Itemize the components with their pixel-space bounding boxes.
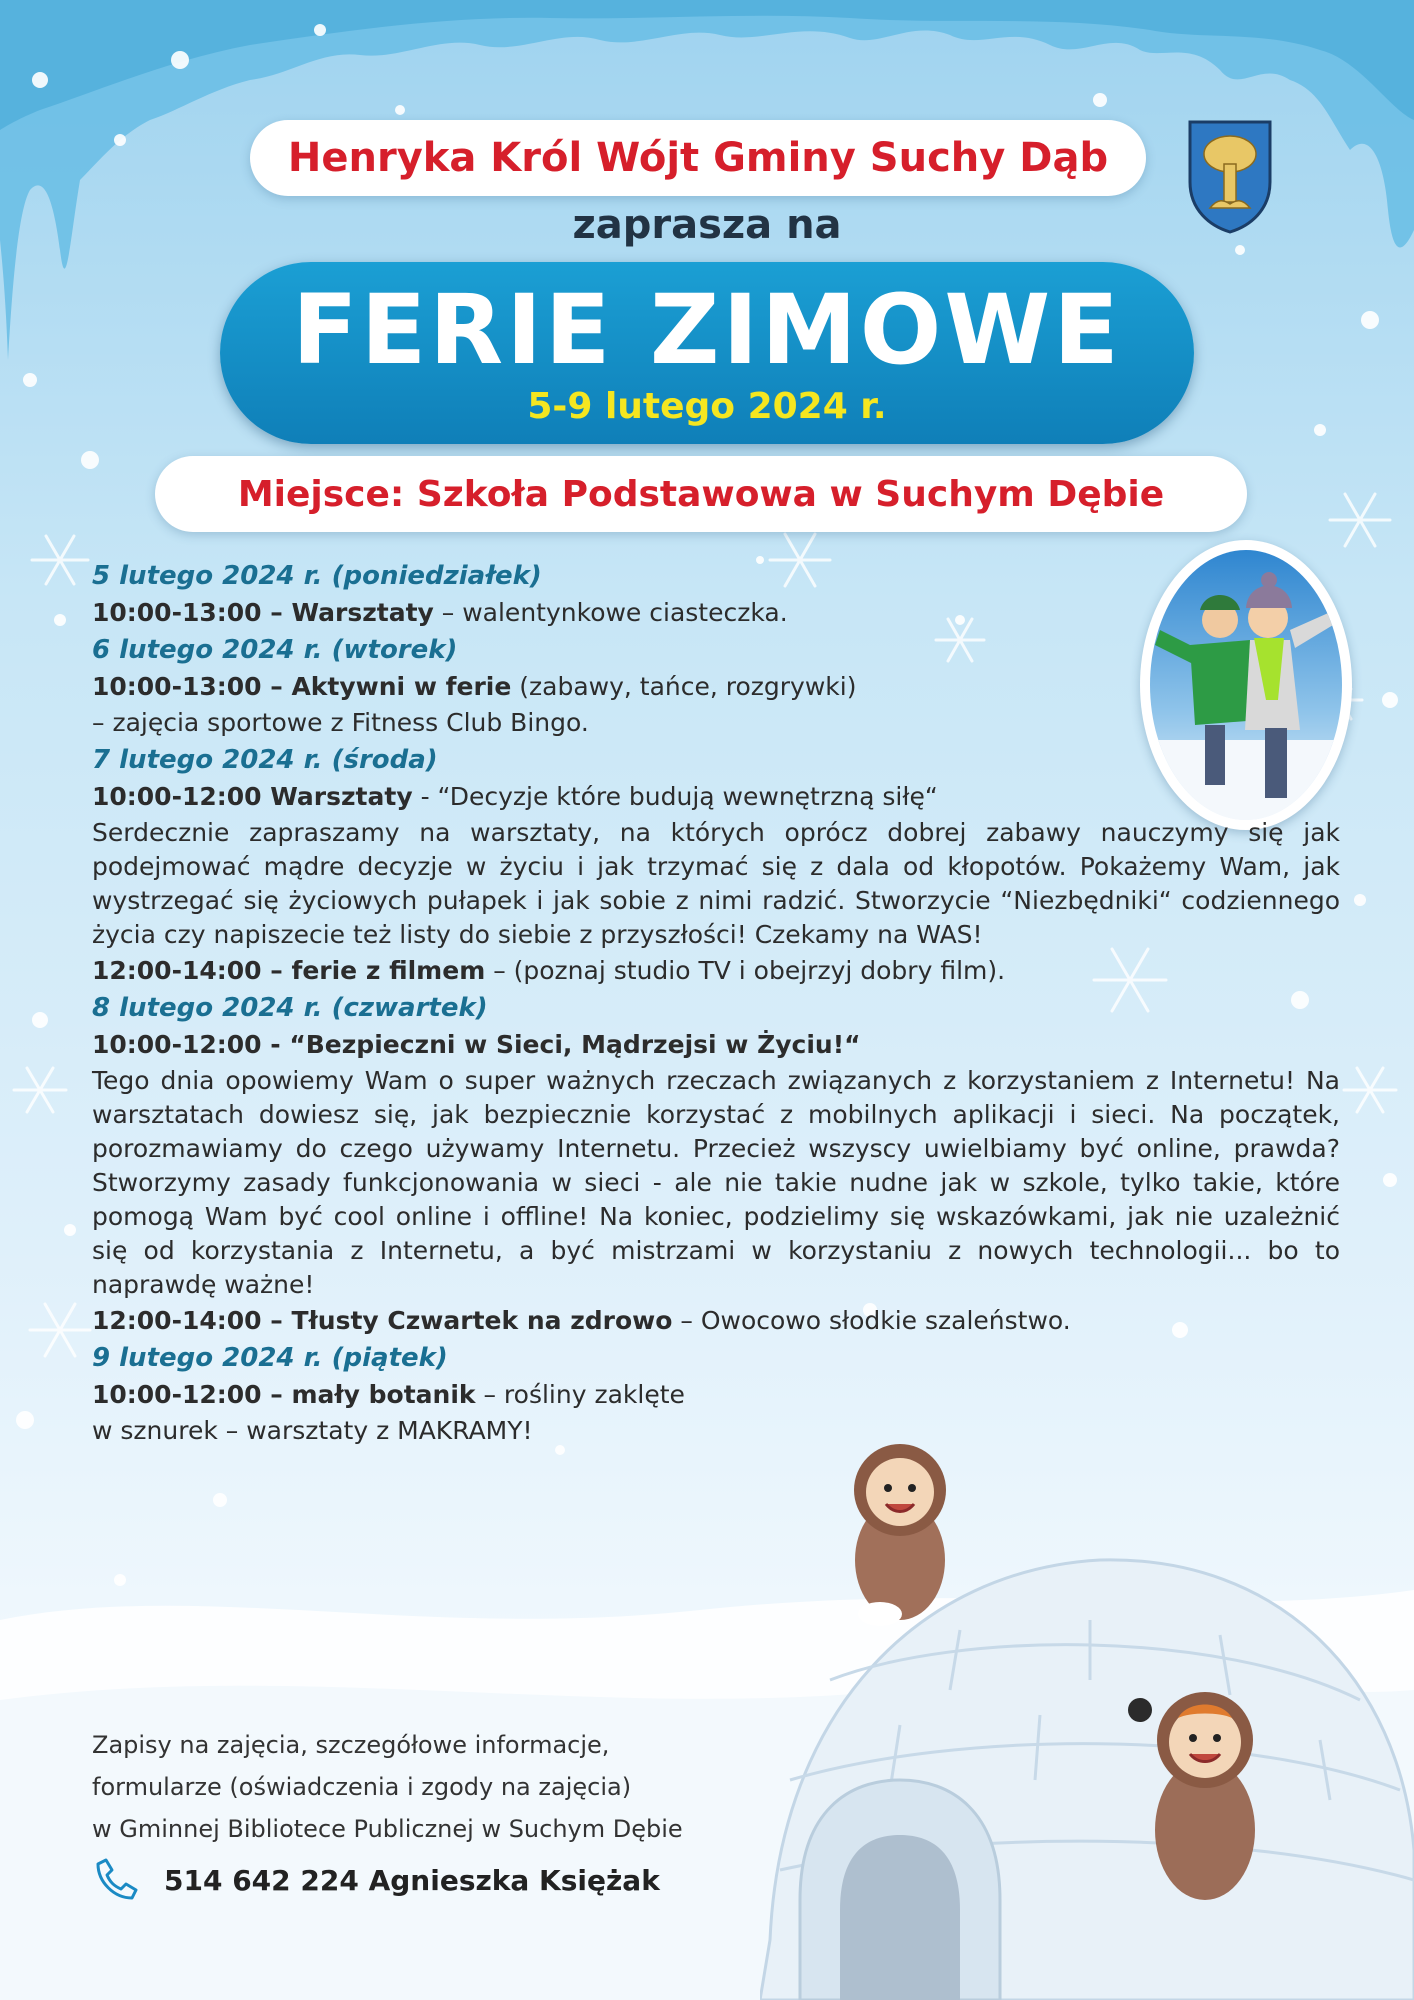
event-time: 10:00-12:00 - “Bezpieczni w Sieci, Mądrzejsi w Życiu!“ [92, 1030, 861, 1059]
event-paragraph: Serdecznie zapraszamy na warsztaty, na których oprócz dobrej zabawy nauczymy się jak podejmować mądre decyzje w życiu i jak trzymać się z dala od kłopotów. Pokażemy Wam, jak wystrzegać się życiowych pułapek i jak sobie z nimi radzić. Stworzycie “Niezbędniki“ codziennego życia czy napiszecie też listy do siebie z przyszłości! Czekamy na WAS! [92, 818, 1340, 949]
event-title: FERIE ZIMOWE [292, 274, 1122, 386]
event-dates: 5-9 lutego 2024 r. [527, 386, 887, 427]
title-banner [220, 262, 1194, 444]
event-description: – (poznaj studio TV i obejrzyj dobry film). [485, 956, 1006, 985]
event-time: 10:00-12:00 Warsztaty [92, 782, 413, 811]
event-line [92, 780, 1340, 814]
organizer-text: Henryka Król Wójt Gminy Suchy Dąb [287, 135, 1109, 181]
day-heading: 9 lutego 2024 r. (piątek) [92, 1343, 448, 1373]
event-description: (zabawy, tańce, rozgrywki) [511, 672, 857, 701]
event-line [92, 954, 1340, 988]
signup-info [92, 1724, 852, 1850]
event-paragraph: Tego dnia opowiemy Wam o super ważnych rzeczach związanych z korzystaniem z Internetu! Na warsztatach dowiesz się, jak bezpiecznie korzystać z mobilnych aplikacji i sieci. Na początek, porozmawiamy do czego używamy Internetu. Przecież wszyscy uwielbiamy być online, prawda? Stworzymy zasady funkcjonowania w sieci - ale nie takie nudne jak w szkole, tylko takie, które pomogą Wam być cool online i offline! Na koniec, podzielimy się wskazówkami, jak nie uzależnić się od korzystania z Internetu, a być mistrzami w korzystaniu z nowych technologii... bo to naprawdę ważne! [92, 1066, 1340, 1299]
venue-text: Miejsce: Szkoła Podstawowa w Suchym Dębie [237, 473, 1165, 515]
day-heading: 5 lutego 2024 r. (poniedziałek) [92, 561, 542, 591]
event-time: 12:00-14:00 – Tłusty Czwartek na zdrowo [92, 1306, 673, 1335]
organizer-pill [250, 120, 1146, 196]
event-time: 12:00-14:00 – ferie z filmem [92, 956, 486, 985]
contact-text: 514 642 224 Agnieszka Księżak [164, 1863, 660, 1897]
contact-info [92, 1856, 660, 1904]
signup-line: formularze (oświadczenia i zgody na zajęcia) [92, 1773, 632, 1801]
event-line [92, 596, 1340, 630]
event-line-continued: – zajęcia sportowe z Fitness Club Bingo. [92, 708, 589, 737]
phone-icon [92, 1856, 140, 1904]
event-description: – walentynkowe ciasteczka. [433, 598, 788, 627]
event-line-continued: w sznurek – warsztaty z MAKRAMY! [92, 1416, 533, 1445]
event-time: 10:00-12:00 – mały botanik [92, 1380, 476, 1409]
event-line [92, 1304, 1340, 1338]
event-line [92, 670, 1340, 704]
day-heading: 6 lutego 2024 r. (wtorek) [92, 635, 458, 665]
event-line [92, 1028, 1340, 1062]
event-time: 10:00-13:00 – Aktywni w ferie [92, 672, 512, 701]
igloo-illustration [760, 1380, 1414, 2000]
day-heading: 7 lutego 2024 r. (środa) [92, 745, 438, 775]
event-time: 10:00-13:00 – Warsztaty [92, 598, 434, 627]
day-heading: 8 lutego 2024 r. (czwartek) [92, 993, 488, 1023]
signup-line: w Gminnej Bibliotece Publicznej w Suchym Dębie [92, 1815, 683, 1843]
event-description: - “Decyzje które budują wewnętrzną siłę“ [412, 782, 938, 811]
venue-pill [155, 456, 1247, 532]
signup-line: Zapisy na zajęcia, szczegółowe informacje, [92, 1731, 610, 1759]
event-description: – Owocowo słodkie szaleństwo. [672, 1306, 1071, 1335]
event-description: – rośliny zaklęte [475, 1380, 685, 1409]
invite-text: zaprasza na [572, 202, 842, 248]
schedule [92, 556, 1340, 1450]
